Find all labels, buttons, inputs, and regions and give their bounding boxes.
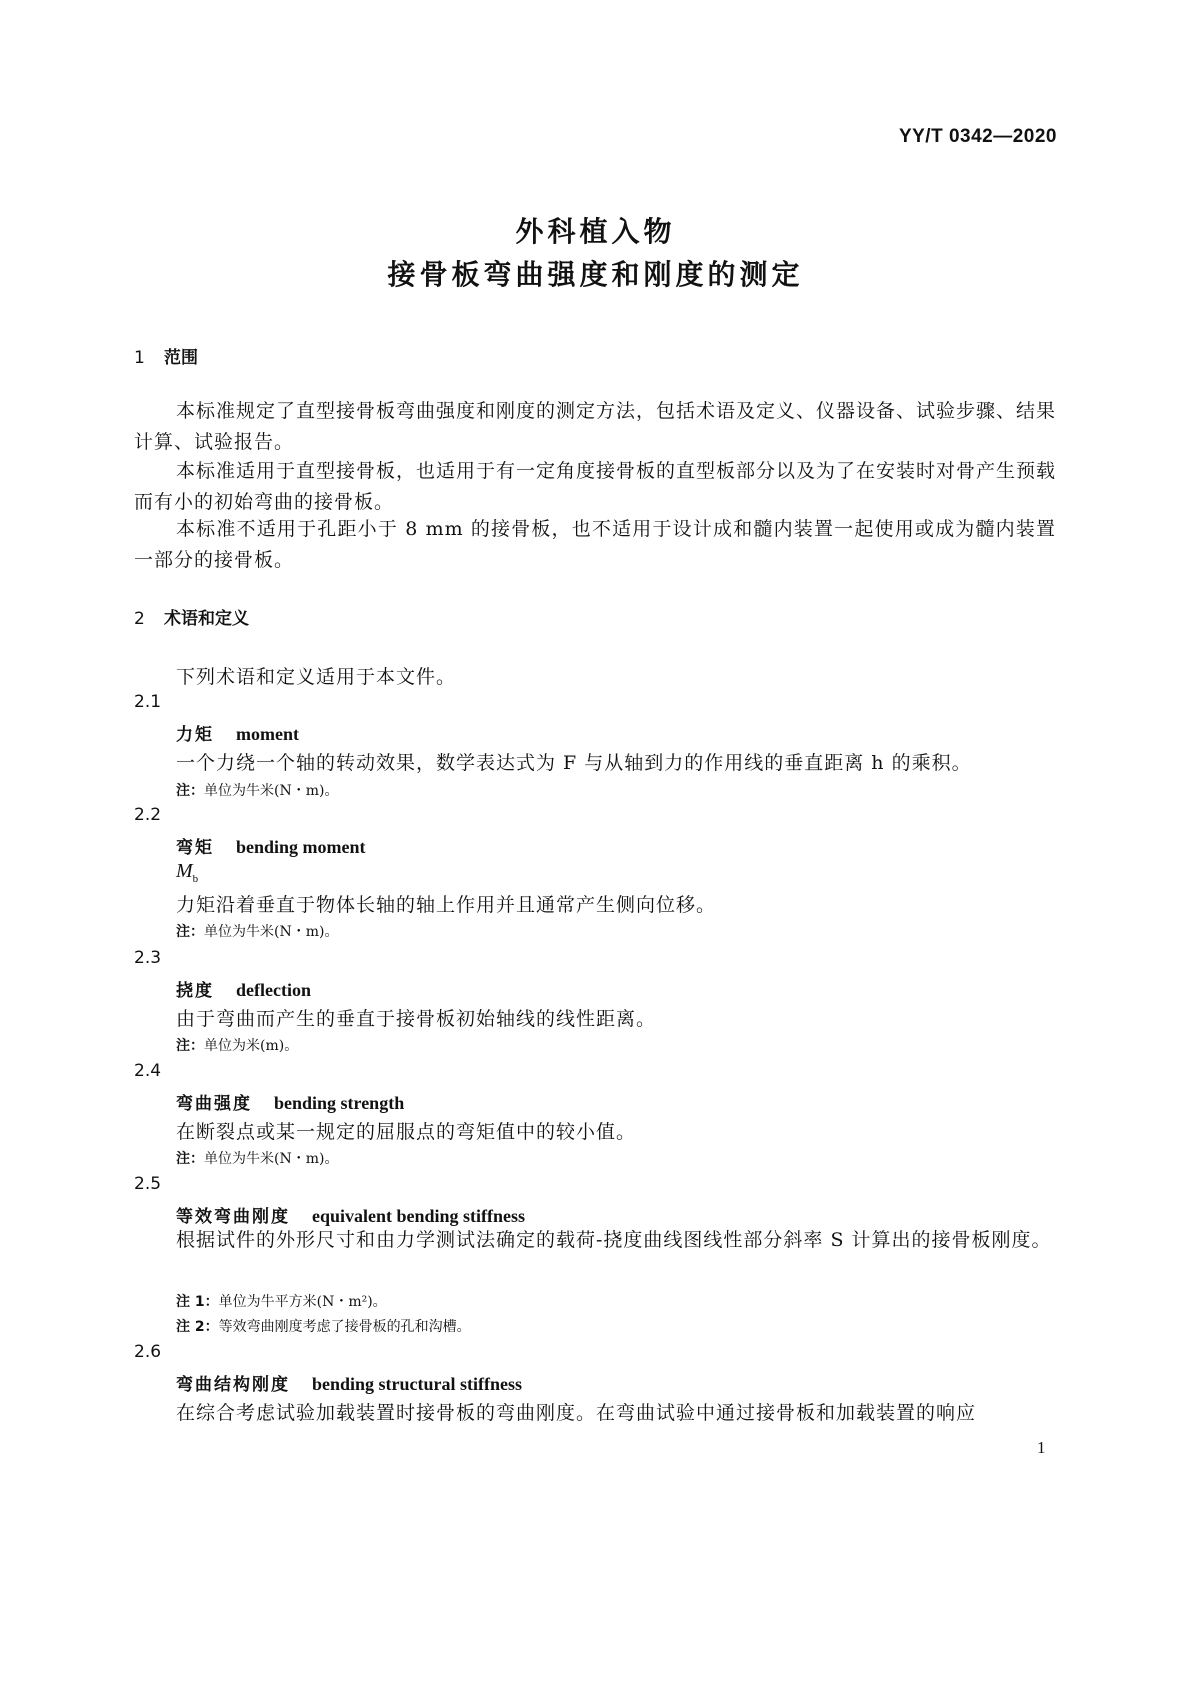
note-label: 注： [176,783,204,799]
note-text: 等效弯曲刚度考虑了接骨板的孔和沟槽。 [218,1319,471,1335]
note-text: 单位为牛米(N・m)。 [204,1151,339,1167]
terms-intro: 下列术语和定义适用于本文件。 [176,666,457,688]
term-en: bending moment [236,837,366,857]
term-definition: 在综合考虑试验加载装置时接骨板的弯曲刚度。在弯曲试验中通过接骨板和加载装置的响应 [176,1402,977,1424]
clause-number: 2.1 [134,692,162,712]
term-zh: 弯曲结构刚度 [176,1375,290,1395]
term-en: moment [236,724,299,744]
page-number: 1 [1037,1438,1046,1457]
term-note-2 [176,1316,471,1336]
term-note [176,1035,298,1055]
note-label: 注 1： [176,1294,219,1310]
title-line-2: 接骨板弯曲强度和刚度的测定 [387,258,804,291]
section-number: 2 [134,609,145,629]
section-number: 1 [134,348,145,368]
note-label: 注： [176,924,204,940]
note-label: 注 2： [176,1319,219,1335]
section-2-heading [134,604,249,629]
term-heading [176,976,311,1001]
note-text: 单位为牛米(N・m)。 [204,924,339,940]
term-note-1 [176,1291,387,1311]
term-note [176,780,338,800]
term-definition: 由于弯曲而产生的垂直于接骨板初始轴线的线性距离。 [176,1008,657,1030]
term-definition: 在断裂点或某一规定的屈服点的弯矩值中的较小值。 [176,1121,637,1143]
term-heading [176,720,299,745]
term-en: equivalent bending stiffness [312,1206,526,1226]
section-title: 范围 [164,348,198,368]
clause-number: 2.5 [134,1174,162,1194]
term-zh: 弯矩 [176,838,214,858]
term-zh: 弯曲强度 [176,1094,252,1114]
clause-number: 2.3 [134,948,162,968]
term-note [176,921,338,941]
term-heading [176,1089,404,1114]
clause-number: 2.2 [134,805,162,825]
clause-number: 2.6 [134,1342,162,1362]
symbol-subscript: b [192,873,199,885]
note-text: 单位为米(m)。 [204,1038,299,1054]
note-text: 单位为牛平方米(N・m²)。 [218,1294,387,1310]
note-label: 注： [176,1151,204,1167]
term-note [176,1148,338,1168]
symbol-main: M [176,860,193,882]
title-line-1: 外科植入物 [515,215,676,248]
standard-code: YY/T 0342—2020 [898,126,1057,147]
note-label: 注： [176,1038,204,1054]
scope-paragraph-1: 本标准规定了直型接骨板弯曲强度和刚度的测定方法，包括术语及定义、仪器设备、试验步骤、结果计算、试验报告。 [134,400,1057,453]
term-en: bending strength [274,1093,405,1113]
term-heading [176,1370,522,1395]
term-en: bending structural stiffness [312,1374,523,1394]
term-zh: 等效弯曲刚度 [176,1207,290,1227]
clause-number: 2.4 [134,1061,162,1081]
section-title: 术语和定义 [164,609,249,629]
term-definition: 一个力绕一个轴的转动效果，数学表达式为 F 与从轴到力的作用线的垂直距离 h 的乘积。 [176,752,972,774]
scope-paragraph-3: 本标准不适用于孔距小于 8 mm 的接骨板，也不适用于设计成和髓内装置一起使用或成为髓内装置一部分的接骨板。 [134,518,1056,571]
term-definition: 根据试件的外形尺寸和由力学测试法确定的载荷-挠度曲线图线性部分斜率 S 计算出的接骨板刚度。 [176,1229,1052,1251]
term-zh: 挠度 [176,981,214,1001]
section-1-heading [134,343,198,368]
term-zh: 力矩 [176,725,214,745]
scope-paragraph-2: 本标准适用于直型接骨板，也适用于有一定角度接骨板的直型板部分以及为了在安装时对骨产生预载而有小的初始弯曲的接骨板。 [134,460,1057,513]
term-heading [176,1202,525,1227]
term-symbol [176,860,198,885]
note-text: 单位为牛米(N・m)。 [204,783,339,799]
term-en: deflection [236,980,311,1000]
term-definition: 力矩沿着垂直于物体长轴的轴上作用并且通常产生侧向位移。 [176,894,717,916]
term-heading [176,833,366,858]
